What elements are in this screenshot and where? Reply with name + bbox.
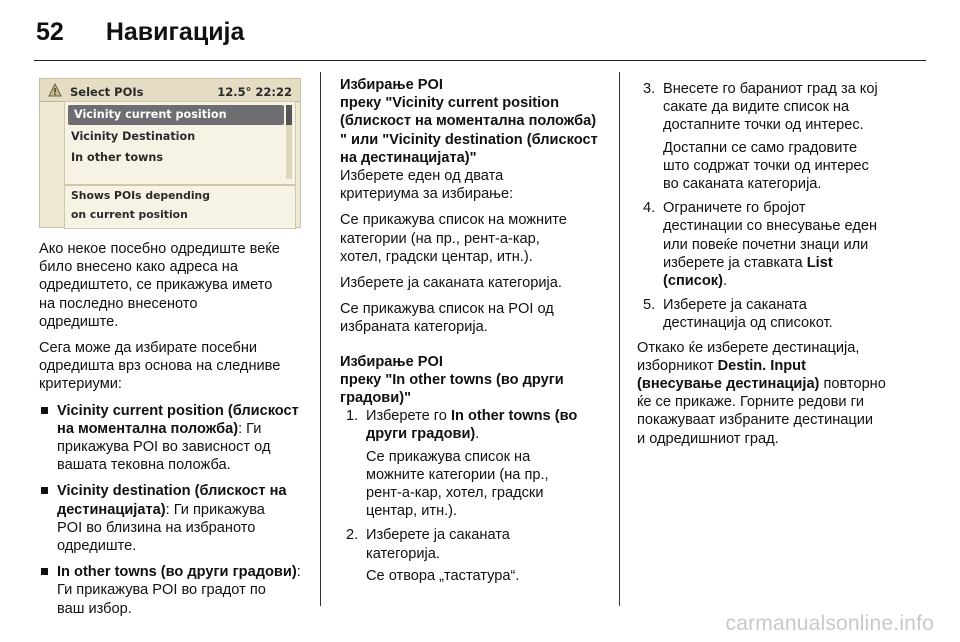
page-title: Навигација [105,18,245,46]
list-item [637,80,907,193]
step-number: 5. [643,297,656,314]
text-line: ќе се прикаже. Горните редови ги [637,394,865,411]
text-line: Сега може да избирате посебни [39,340,258,357]
heading-line: " или "Vicinity destination (блискост [340,131,598,148]
column-divider-2 [619,72,620,606]
step-note [663,139,907,194]
scrollbar-thumb[interactable] [286,105,292,125]
text-line: Изберете ја саканата [366,527,510,544]
page-header [36,18,244,58]
text-fragment: повторно [819,376,886,393]
menu-item-vicinity-destination[interactable]: Vicinity Destination [71,130,196,143]
text-fragment: . [722,273,728,290]
text-line: одредишта врз основа на следниве [39,358,281,375]
text-line: Ограничете го бројот [663,200,806,217]
bold-term: Vicinity destination (блискост на [57,483,287,500]
text-fragment: : Ги прикажува [165,501,265,518]
list-item [637,296,907,332]
bold-term: Vicinity current position (блискост [57,402,299,419]
criteria-paragraph [39,339,301,394]
heading-line: Избирање POI [340,77,443,93]
outro-paragraph [637,339,907,448]
bold-term: на моменталнa положба) [57,420,239,437]
screen-title-bar [40,79,300,102]
bold-term: дестинацијата) [57,501,166,518]
heading-line: градови)" [340,390,412,407]
column-1 [39,78,301,626]
bold-term: други градови) [366,426,476,443]
text-line: достапните точки од интерес. [663,117,864,134]
text-line: било внесено како адреса на [39,259,238,276]
paragraph: Изберете ја саканата категорија. [340,275,562,292]
text-fragment: изборникот [637,357,718,374]
column-divider-1 [320,72,321,606]
heading-line: на дестинацијата)" [340,149,477,166]
column-2 [340,76,610,591]
list-item [340,407,610,520]
heading-line: Избирање POI [340,353,443,370]
header-rule [34,60,926,61]
list-item [340,526,610,585]
text-line: Откако ќе изберете дестинација, [637,339,860,356]
text-line: рент-а-кар, хотел, градски [366,485,544,502]
text-line: Се прикажува список на [366,448,531,465]
screen-menu-list [64,101,296,185]
text-line: Се прикажува список на можните [340,212,567,229]
section-heading [340,76,610,167]
text-line: категорија. [366,545,440,562]
text-fragment: . [475,426,480,443]
step-number: 1. [346,408,359,425]
page-number: 52 [36,18,64,46]
list-item [39,482,301,555]
text-fragment: : [296,564,301,581]
text-line: Изберете еден од двата [340,168,504,185]
heading-line: преку "In other towns (во други [340,371,564,388]
help-line: on current position [71,208,188,221]
paragraph [340,300,610,336]
text-line: критериума за избирање: [340,186,514,203]
criteria-list [39,402,301,618]
list-item [39,563,301,618]
text-line: одредиштето, се прикажува името [39,277,273,294]
text-line: што содржат точки од интерес [663,157,869,174]
step-number: 3. [643,81,656,97]
heading-line: (блискост на моменталнa положба) [340,113,597,130]
text-line: Ако некое посебно одредиште веќе [39,241,280,257]
text-line: Изберете ја саканата [663,297,807,314]
text-line: покажуваат избраните дестинации [637,412,874,429]
section-heading [340,353,610,408]
screen-title: Select POIs [70,85,144,99]
paragraph [340,211,610,266]
text-line: Внесете го бараниот град за кој [663,81,878,97]
text-line: или повеќе почетни знаци или [663,236,869,253]
screen-status: 12.5° 22:22 [217,85,292,99]
column-3 [637,80,907,456]
steps-list [637,80,907,333]
text-line: Ги прикажува POI во градот по [57,582,266,599]
bold-term: (список) [663,273,723,290]
text-line: вашата тековна положба. [57,457,231,474]
intro-paragraph [39,240,301,331]
bold-term: List [806,254,833,271]
text-fragment: : Ги [238,420,262,437]
screen-scrollbar[interactable] [286,105,292,179]
bold-term: In other towns (во други градови) [57,564,297,581]
text-line: POI во близина на избраното [57,519,256,536]
text-fragment: Изберете го [366,408,451,425]
menu-item-in-other-towns[interactable]: In other towns [71,151,164,164]
text-line: прикажува POI во зависност од [57,439,271,456]
text-line: центар, итн.). [366,503,458,520]
text-line: избраната категорија. [340,319,488,336]
paragraph [340,167,610,203]
text-line: Се прикажува список на POI од [340,301,554,318]
text-line: ваш избор. [57,600,132,617]
text-line: во саканата категорија. [663,176,822,193]
text-line: и одредишниот град. [637,430,779,447]
text-fragment: изберете ја ставката [663,254,807,271]
menu-item-vicinity-current-position[interactable]: Vicinity current position [68,105,284,125]
bold-term: (внесување дестинација) [637,376,820,393]
text-line: Достапни се само градовите [663,139,858,156]
step-note: Се отвора „тастатура“. [366,567,520,584]
step-note [366,448,610,521]
list-item [637,199,907,290]
text-line: критериуми: [39,376,122,393]
text-line: хотел, градски центар, итн.). [340,248,533,265]
text-line: одредиште. [39,313,119,330]
step-number: 2. [346,527,359,544]
list-item [39,402,301,475]
text-line: можните категории (на пр., [366,466,549,483]
text-line: на последно внесеното [39,295,198,312]
text-line: категории (на пр., рент-а-кар, [340,230,540,247]
text-line: дестинации со внесување еден [663,218,878,235]
bold-term: Destin. Input [717,357,806,374]
triangle-icon [48,83,62,97]
help-line: Shows POIs depending [71,189,210,202]
bold-term: In other towns (во [450,408,578,425]
text-line: сакате да видите список на [663,99,850,116]
steps-list [340,407,610,585]
heading-line: преку "Vicinity current position [340,95,560,112]
step-number: 4. [643,200,656,217]
screen-help-text [64,185,296,229]
text-line: одредиште. [57,538,137,555]
text-line: дестинација од списокот. [663,315,833,332]
device-screenshot [39,78,301,228]
watermark: carmanualsonline.info [725,612,934,635]
